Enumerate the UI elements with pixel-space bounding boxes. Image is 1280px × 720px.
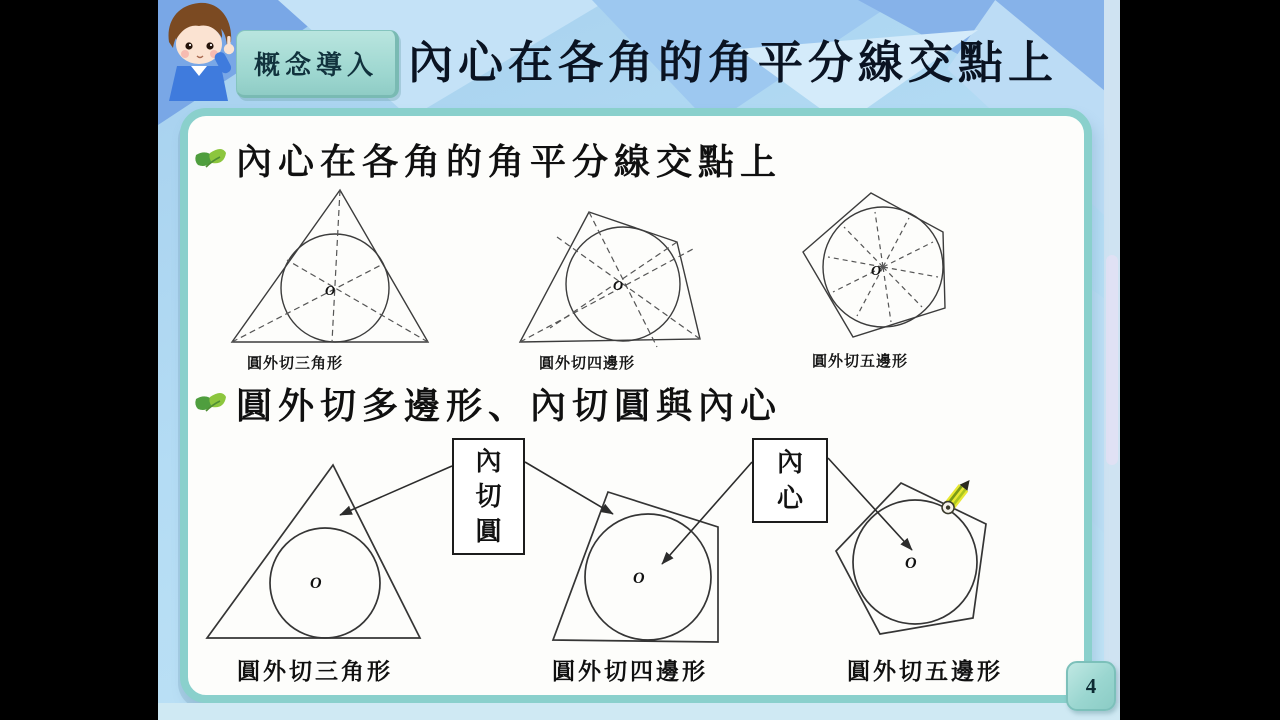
section1-heading-text: 內心在各角的角平分線交點上 <box>236 142 783 182</box>
figure-label: 圓外切四邊形 <box>538 356 635 372</box>
incenter-label: O <box>633 570 645 587</box>
arrow-incenter-to-pentagon-center <box>828 458 912 550</box>
figure-quadrilateral-incircle-large <box>553 492 718 642</box>
figure-quadrilateral-incircle-small <box>505 185 715 355</box>
figure-label: 圓外切五邊形 <box>811 354 908 370</box>
pillarbox-left <box>0 0 158 720</box>
arrow-incircle-to-quad <box>525 462 613 514</box>
section2-heading-text: 圓外切多邊形、內切圓與內心 <box>236 386 783 426</box>
incenter-label: O <box>325 284 336 299</box>
page-number-badge: 4 <box>1066 661 1116 711</box>
badge-label: 概念導入 <box>253 50 378 80</box>
callout-incircle: 內切圓 <box>452 438 525 555</box>
figure-label: 圓外切四邊形 <box>552 659 708 684</box>
section2-diagram-row <box>185 435 1083 685</box>
boy-avatar <box>160 2 240 102</box>
arrow-incircle-to-triangle <box>340 466 452 515</box>
page-title: 內心在各角的角平分線交點上 <box>408 37 1059 88</box>
angle-bisectors <box>232 190 428 342</box>
incenter-label: O <box>613 279 624 294</box>
slide-background <box>158 0 1120 720</box>
lesson-stage-badge <box>236 30 399 98</box>
figure-label: 圓外切三角形 <box>246 356 343 372</box>
figure-label: 圓外切五邊形 <box>847 659 1003 684</box>
figure-triangle-incircle-small <box>225 185 435 350</box>
figure-pentagon-incircle-small <box>795 185 965 355</box>
incenter-label: O <box>871 264 882 279</box>
section2-heading <box>192 378 782 429</box>
incenter-label: O <box>310 575 322 592</box>
section2-diagrams <box>185 435 1083 685</box>
content-card <box>180 108 1092 703</box>
incenter-label: O <box>905 555 917 572</box>
leaf-icon <box>192 387 228 421</box>
bottom-strip <box>158 703 1120 720</box>
leaf-icon <box>192 143 228 177</box>
section1-heading <box>192 134 782 185</box>
figure-triangle-incircle-large <box>207 465 420 638</box>
angle-bisectors <box>828 212 938 322</box>
callout-incenter: 內心 <box>752 438 828 523</box>
figure-label: 圓外切三角形 <box>237 659 393 684</box>
scrollbar-thumb[interactable] <box>1106 255 1118 465</box>
pillarbox-right <box>1122 0 1280 720</box>
angle-bisectors <box>520 212 700 347</box>
